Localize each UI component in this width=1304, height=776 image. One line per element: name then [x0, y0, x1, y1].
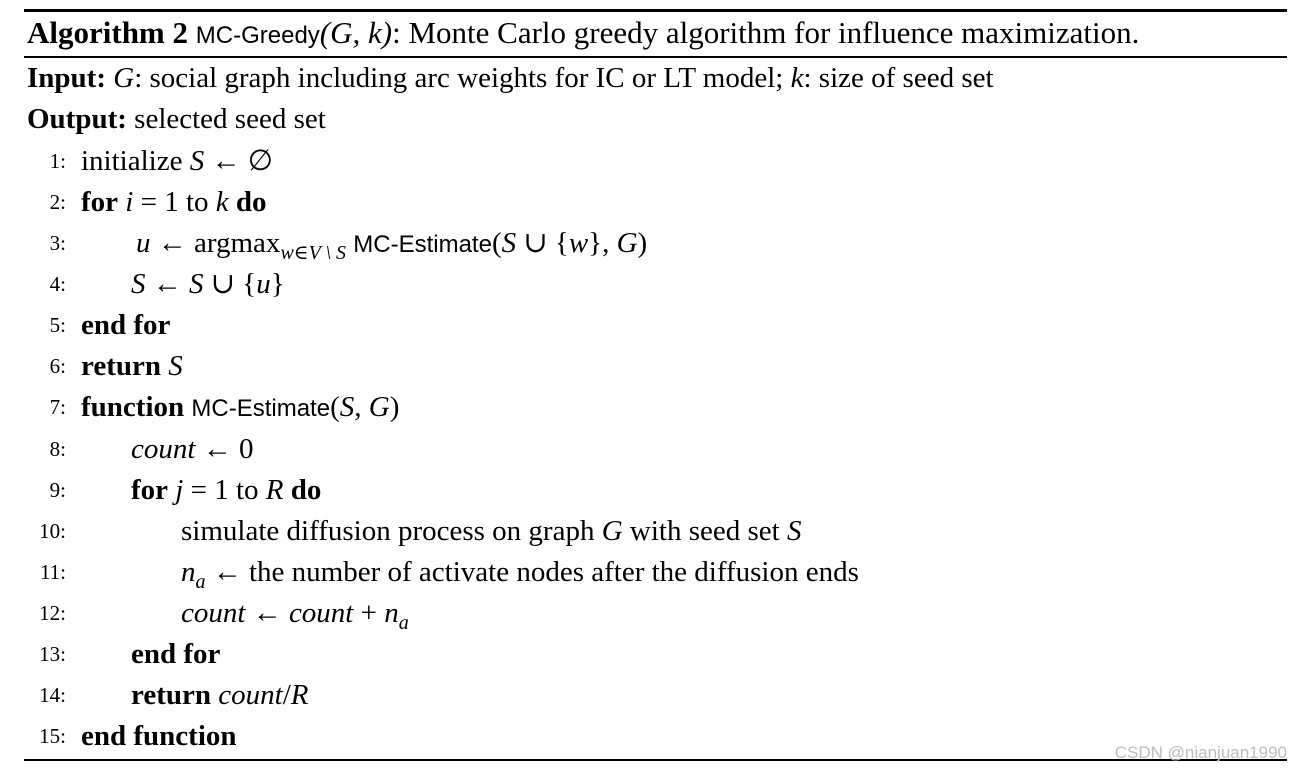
math-var: u [256, 268, 271, 300]
line-number: 10: [39, 519, 66, 543]
line-number: 3: [49, 231, 66, 255]
algorithm-label: Algorithm 2 [27, 15, 189, 50]
code-text: ← [145, 268, 189, 300]
code-text: ∪ { [203, 268, 257, 300]
keyword-function: function [81, 391, 185, 423]
code-text: ← [245, 597, 289, 629]
line-number: 6: [49, 354, 66, 378]
keyword-do: do [235, 186, 267, 218]
keyword-return: return [81, 350, 162, 382]
code-line-6 [81, 348, 183, 384]
code-text: ) [389, 391, 400, 423]
math-var: S [131, 268, 146, 300]
math-var: R [290, 679, 309, 711]
input-var-k: k [790, 62, 804, 94]
code-line-1 [81, 143, 273, 179]
math-var: G [601, 515, 623, 547]
code-text: with seed set [622, 515, 787, 547]
math-var: i [125, 186, 134, 218]
math-var: k [215, 186, 229, 218]
math-var: S [189, 145, 205, 177]
code-text: = 1 to [183, 474, 266, 506]
math-subscript: a [195, 571, 206, 593]
code-text: ← 0 [195, 433, 254, 465]
math-var: S [786, 515, 802, 547]
input-var-g: G [113, 62, 135, 94]
math-var: count [181, 597, 246, 629]
caption-rule [24, 56, 1287, 58]
math-var: j [175, 474, 184, 506]
output-line [27, 101, 326, 137]
code-line-14 [131, 677, 308, 713]
algorithm-description: : Monte Carlo greedy algorithm for influence maximization. [392, 15, 1140, 50]
code-text: ∪ { [516, 227, 569, 259]
math-var: u [136, 227, 151, 259]
math-var: count [288, 597, 354, 629]
code-text: = 1 to [133, 186, 216, 218]
code-line-7 [81, 389, 399, 427]
line-number: 1: [49, 149, 66, 173]
keyword-end-for: end for [81, 309, 171, 341]
line-number: 7: [49, 395, 66, 419]
math-var: S [339, 391, 355, 423]
line-number: 8: [49, 437, 66, 461]
math-var: G [368, 391, 390, 423]
math-var: n [181, 556, 196, 588]
output-text: selected seed set [134, 103, 326, 135]
code-line-3 [136, 225, 647, 264]
algorithm-caption [27, 14, 1139, 55]
input-line [27, 60, 994, 96]
code-text: ( [491, 227, 502, 259]
code-line-5 [81, 307, 170, 343]
math-var: G [616, 227, 638, 259]
code-line-15 [81, 718, 237, 754]
algorithm-args: (G, k) [319, 15, 393, 50]
keyword-for: for [131, 474, 169, 506]
code-text: initialize [81, 145, 190, 177]
line-number: 14: [39, 683, 66, 707]
code-line-12 [181, 595, 409, 634]
output-label: Output: [27, 103, 127, 135]
keyword-end-for: end for [131, 638, 221, 670]
line-number: 5: [49, 313, 66, 337]
code-text: / [282, 679, 291, 711]
line-number: 13: [39, 642, 66, 666]
code-line-9 [131, 472, 321, 508]
code-text: + [353, 597, 385, 629]
math-var: count [131, 433, 196, 465]
code-text: ← argmax [150, 227, 281, 259]
line-number: 11: [39, 560, 66, 584]
math-var: w [568, 227, 589, 259]
keyword-do: do [290, 474, 322, 506]
code-line-8 [131, 431, 253, 467]
keyword-for: for [81, 186, 119, 218]
code-text: ← the number of activate nodes after the diffusion ends [205, 556, 859, 588]
top-rule [24, 9, 1287, 12]
math-var: n [384, 597, 399, 629]
line-number: 2: [49, 190, 66, 214]
math-var: S [189, 268, 204, 300]
code-line-4 [131, 266, 285, 302]
code-line-11 [181, 554, 859, 593]
line-number: 9: [49, 478, 66, 502]
bottom-rule [24, 759, 1287, 761]
math-var: count [218, 679, 283, 711]
input-text-2: : size of seed set [803, 62, 994, 94]
code-text: ) [637, 227, 648, 259]
function-name: MC-Estimate [353, 231, 492, 258]
line-number: 15: [39, 724, 66, 748]
line-number: 4: [49, 272, 66, 296]
math-subscript: a [398, 612, 409, 634]
keyword-end-function: end function [81, 720, 237, 752]
code-text: ← ∅ [204, 145, 273, 177]
code-text: simulate diffusion process on graph [181, 515, 602, 547]
math-var: S [168, 350, 183, 382]
code-text: }, [588, 227, 617, 259]
input-label: Input: [27, 62, 106, 94]
code-text: ( [330, 391, 340, 423]
watermark: CSDN @nianjuan1990 [1114, 743, 1287, 762]
keyword-return: return [131, 679, 212, 711]
code-line-10 [181, 513, 801, 549]
math-var: R [265, 474, 284, 506]
algorithm-name: MC-Greedy [195, 22, 320, 49]
code-line-13 [131, 636, 220, 672]
code-text: , [354, 391, 369, 423]
math-var: S [501, 227, 517, 259]
code-line-2 [81, 184, 267, 220]
code-text: } [270, 268, 285, 300]
function-name: MC-Estimate [191, 395, 331, 422]
input-text-1: : social graph including arc weights for IC or LT model; [134, 62, 791, 94]
argmax-subscript: w∈V \ S [280, 242, 346, 264]
line-number: 12: [39, 601, 66, 625]
